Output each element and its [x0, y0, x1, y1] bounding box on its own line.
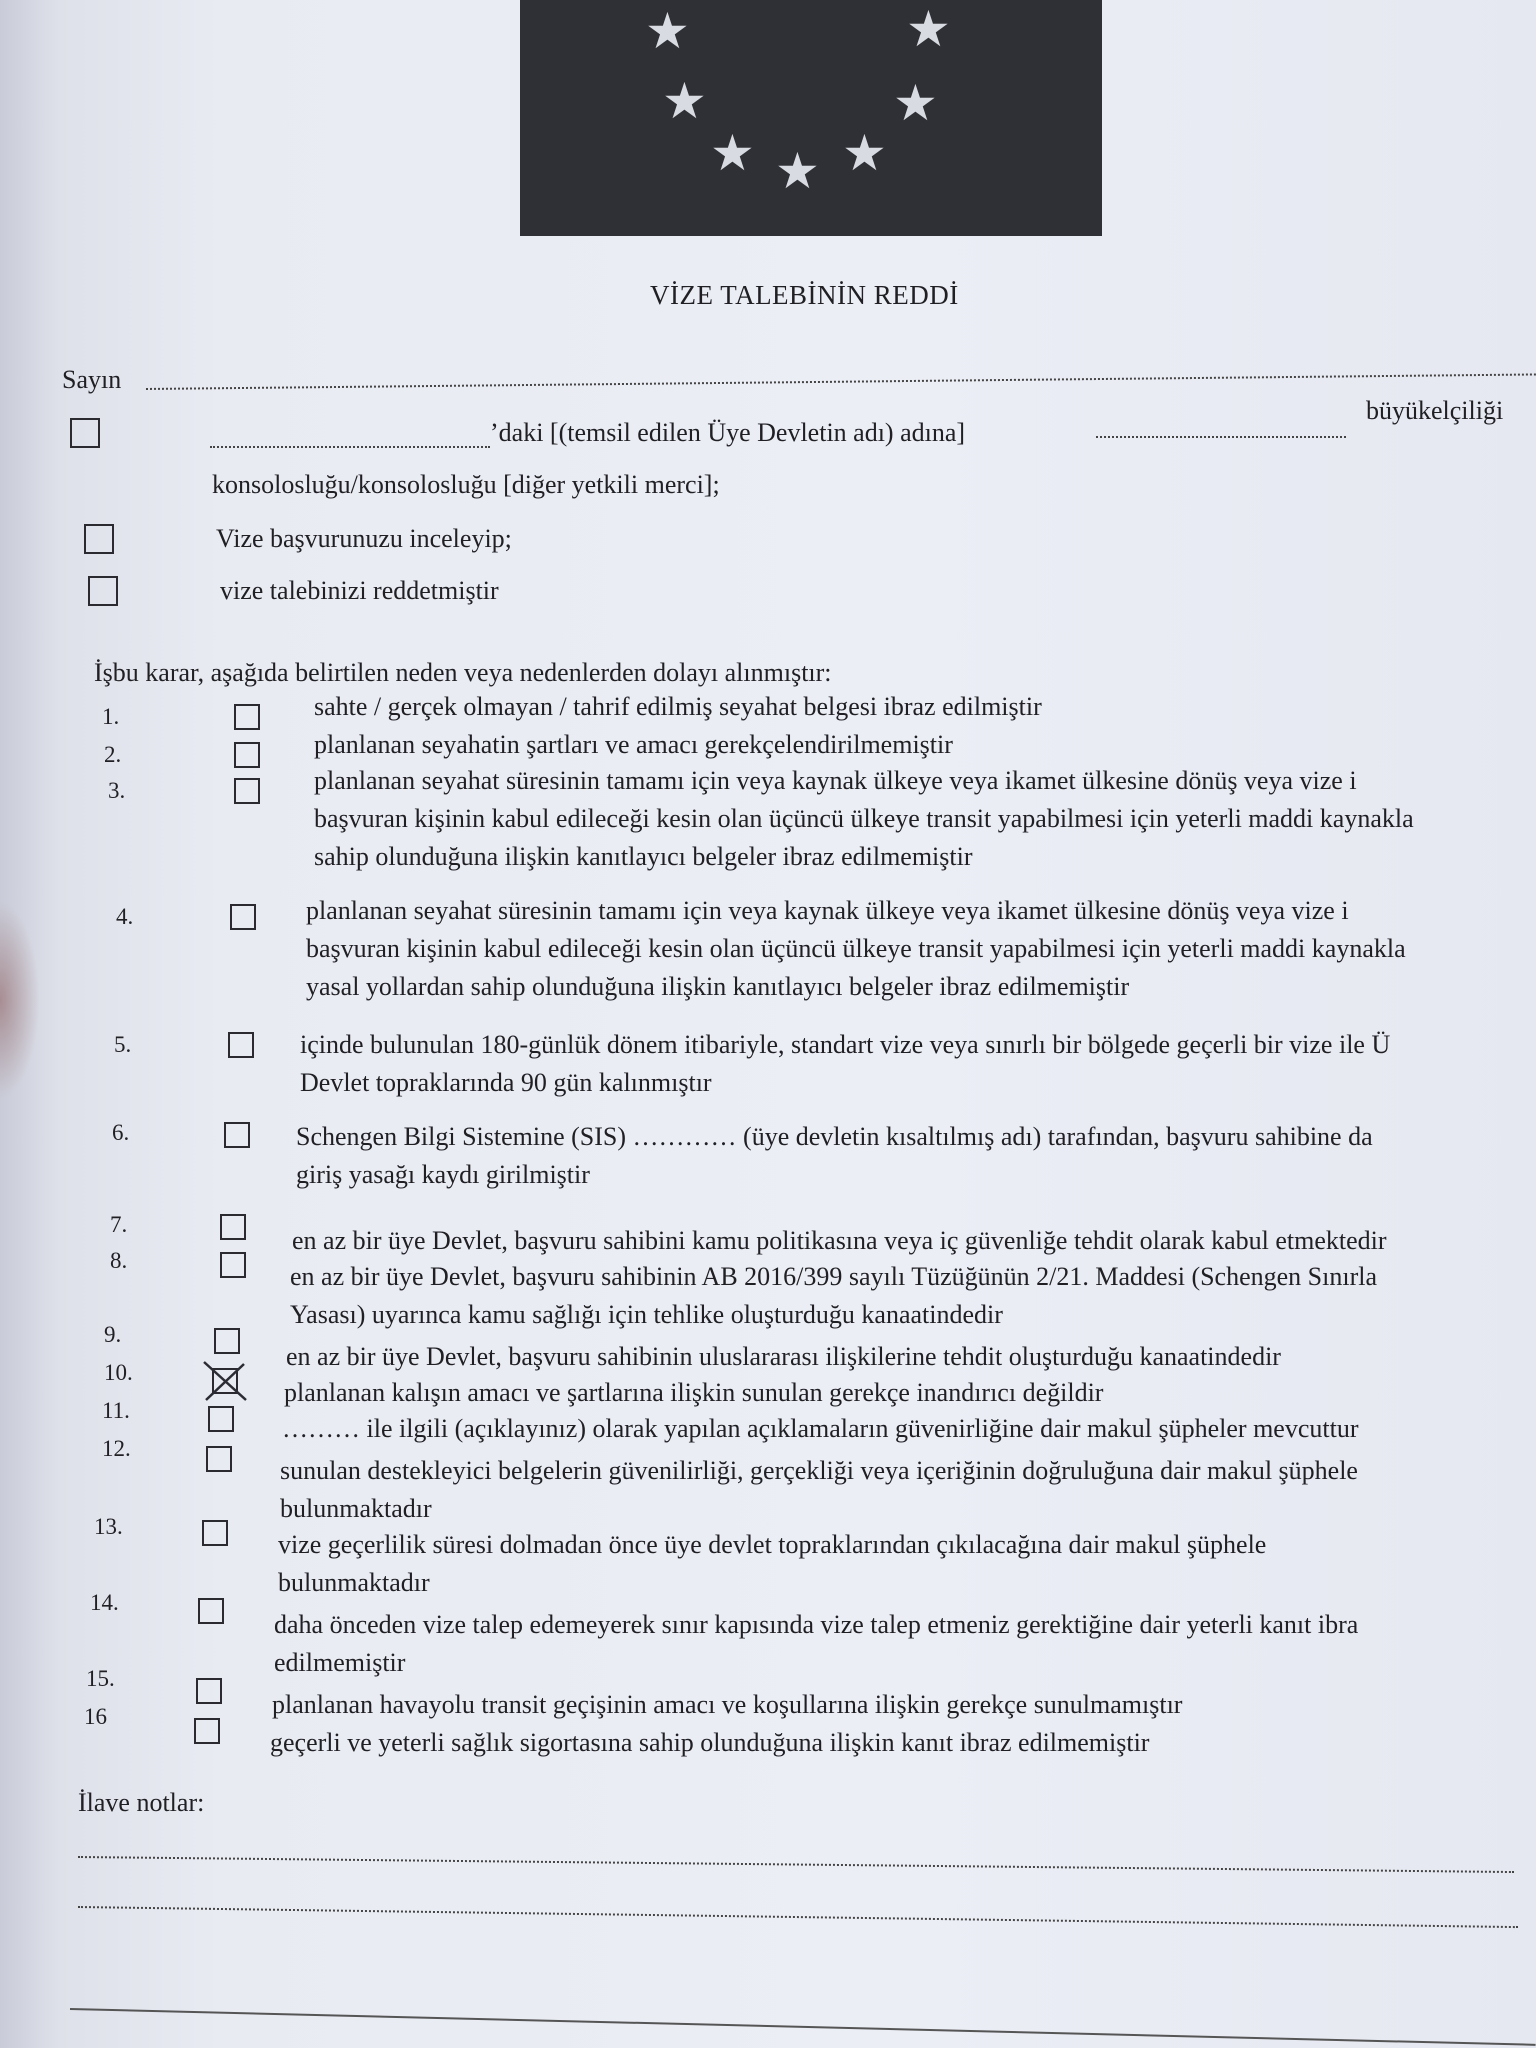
reason-text: Devlet topraklarında 90 gün kalınmıştır	[300, 1068, 712, 1097]
reason-text: giriş yasağı kaydı girilmiştir	[296, 1160, 590, 1189]
reason-number: 6.	[112, 1120, 130, 1145]
reason-text: planlanan kalışın amacı ve şartlarına ilişkin sunulan gerekçe inandırıcı değildir	[284, 1378, 1104, 1407]
reason-number: 14.	[90, 1590, 119, 1615]
member-state-field[interactable]	[1096, 436, 1346, 438]
flag-star-icon: ★	[710, 124, 755, 182]
checkmark-x-icon	[198, 1360, 254, 1402]
eu-flag-emblem	[520, 0, 1102, 236]
reason-checkbox[interactable]	[234, 704, 260, 730]
action-checkbox[interactable]	[88, 576, 118, 606]
reason-number: 13.	[94, 1514, 123, 1539]
reason-number: 7.	[110, 1212, 128, 1237]
reason-text: vize geçerlilik süresi dolmadan önce üye devlet topraklarından çıkılacağına dair makul şüphele	[278, 1530, 1267, 1559]
reason-number: 5.	[114, 1032, 132, 1057]
flag-star-icon: ★	[842, 124, 887, 182]
reason-text: en az bir üye Devlet, başvuru sahibinin AB 2016/399 sayılı Tüzüğünün 2/21. Maddesi (Schengen Sınırla	[290, 1262, 1378, 1291]
reason-text: sahip olunduğuna ilişkin kanıtlayıcı belgeler ibraz edilmemiştir	[314, 842, 973, 871]
reason-checkbox[interactable]	[194, 1718, 220, 1744]
reason-number: 8.	[110, 1248, 128, 1273]
reason-number: 12.	[102, 1436, 131, 1461]
reason-text: geçerli ve yeterli sağlık sigortasına sahip olunduğuna ilişkin kanıt ibraz edilmemiştir	[270, 1728, 1150, 1757]
reason-number: 9.	[104, 1322, 122, 1347]
reason-checkbox[interactable]	[224, 1122, 250, 1148]
flag-star-icon: ★	[662, 72, 707, 130]
reason-text: sunulan destekleyici belgelerin güvenilirliği, gerçekliği veya içeriğinin doğruluğuna dair makul şüphele	[280, 1456, 1358, 1485]
reason-checkbox[interactable]	[214, 1328, 240, 1354]
consulate-label: konsolosluğu/konsolosluğu [diğer yetkili merci];	[212, 470, 720, 499]
reason-text: başvuran kişinin kabul edileceği kesin olan üçüncü ülkeye transit yapabilmesi için yeterli maddi kaynakla	[306, 934, 1406, 963]
action-label: Vize başvurunuzu inceleyip;	[216, 524, 512, 553]
embassy-label: büyükelçiliği	[1366, 396, 1504, 425]
embassy-line-text: ’daki [(temsil edilen Üye Devletin adı) adına]	[490, 418, 966, 447]
reason-text: bulunmaktadır	[278, 1568, 430, 1597]
reason-number: 4.	[116, 904, 134, 929]
reason-text: edilmemiştir	[274, 1648, 406, 1677]
form-title: VİZE TALEBİNİN REDDİ	[650, 280, 959, 310]
action-label: vize talebinizi reddetmiştir	[220, 576, 499, 605]
flag-star-icon: ★	[906, 0, 951, 58]
notes-line[interactable]	[78, 1906, 1518, 1928]
reason-text: planlanan seyahat süresinin tamamı için veya kaynak ülkeye veya ikamet ülkesine dönüş veya vize i	[306, 896, 1349, 925]
signature-line	[70, 2008, 1536, 2046]
reason-number: 15.	[86, 1666, 115, 1691]
embassy-checkbox[interactable]	[70, 418, 100, 448]
reason-number: 1.	[102, 704, 120, 729]
reason-text: ……… ile ilgili (açıklayınız) olarak yapılan açıklamaların güvenirliğine dair makul şüpheler mevcuttur	[282, 1414, 1359, 1443]
reason-text: en az bir üye Devlet, başvuru sahibini kamu politikasına veya iç güvenliğe tehdit olarak kabul etmektedir	[292, 1226, 1387, 1255]
addressee-field[interactable]	[146, 373, 1536, 390]
reason-checkbox[interactable]	[208, 1406, 234, 1432]
reason-checkbox[interactable]	[234, 742, 260, 768]
reasons-intro: İşbu karar, aşağıda belirtilen neden veya nedenlerden dolayı alınmıştır:	[94, 658, 832, 687]
city-field[interactable]	[210, 446, 490, 448]
reason-checkbox[interactable]	[228, 1032, 254, 1058]
reason-number: 16	[84, 1704, 107, 1729]
reason-text: planlanan havayolu transit geçişinin amacı ve koşullarına ilişkin gerekçe sunulmamıştır	[272, 1690, 1183, 1719]
reason-text: bulunmaktadır	[280, 1494, 432, 1523]
reason-checkbox[interactable]	[202, 1520, 228, 1546]
flag-star-icon: ★	[645, 2, 690, 60]
reason-number: 2.	[104, 742, 122, 767]
notes-line[interactable]	[78, 1856, 1514, 1873]
reason-number: 11.	[102, 1398, 130, 1423]
reason-checkbox[interactable]	[230, 904, 256, 930]
addressee-label: Sayın	[62, 365, 122, 394]
reason-number: 10.	[104, 1360, 133, 1385]
reason-text: planlanan seyahatin şartları ve amacı gerekçelendirilmemiştir	[314, 730, 953, 759]
notes-label: İlave notlar:	[78, 1788, 205, 1817]
reason-number: 3.	[108, 778, 126, 803]
reason-text: planlanan seyahat süresinin tamamı için veya kaynak ülkeye veya ikamet ülkesine dönüş veya vize i	[314, 766, 1357, 795]
flag-star-icon: ★	[775, 142, 820, 200]
finger-shadow	[0, 900, 40, 1100]
reason-text: Schengen Bilgi Sistemine (SIS) ………… (üye devletin kısaltılmış adı) tarafından, başvuru sahibine da	[296, 1122, 1373, 1151]
reason-text: Yasası) uyarınca kamu sağlığı için tehlike oluşturduğu kanaatindedir	[290, 1300, 1003, 1329]
reason-text: en az bir üye Devlet, başvuru sahibinin uluslararası ilişkilerine tehdit oluşturduğu kanaatindedir	[286, 1342, 1281, 1371]
reason-text: sahte / gerçek olmayan / tahrif edilmiş seyahat belgesi ibraz edilmiştir	[314, 692, 1042, 721]
reason-checkbox[interactable]	[198, 1598, 224, 1624]
reason-text: başvuran kişinin kabul edileceği kesin olan üçüncü ülkeye transit yapabilmesi için yeterli maddi kaynakla	[314, 804, 1414, 833]
reason-checkbox[interactable]	[220, 1252, 246, 1278]
reason-text: içinde bulunulan 180-günlük dönem itibariyle, standart vize veya sınırlı bir bölgede geçerli bir vize ile Ü	[300, 1030, 1391, 1059]
reason-checkbox[interactable]	[220, 1214, 246, 1240]
reason-text: yasal yollardan sahip olunduğuna ilişkin kanıtlayıcı belgeler ibraz edilmemiştir	[306, 972, 1130, 1001]
reason-text: daha önceden vize talep edemeyerek sınır kapısında vize talep etmeniz gerektiğine dair yeterli kanıt ibra	[274, 1610, 1359, 1639]
reason-checkbox[interactable]	[206, 1446, 232, 1472]
reason-checkbox[interactable]	[196, 1678, 222, 1704]
reason-checkbox[interactable]	[234, 778, 260, 804]
flag-star-icon: ★	[893, 74, 938, 132]
action-checkbox[interactable]	[84, 524, 114, 554]
